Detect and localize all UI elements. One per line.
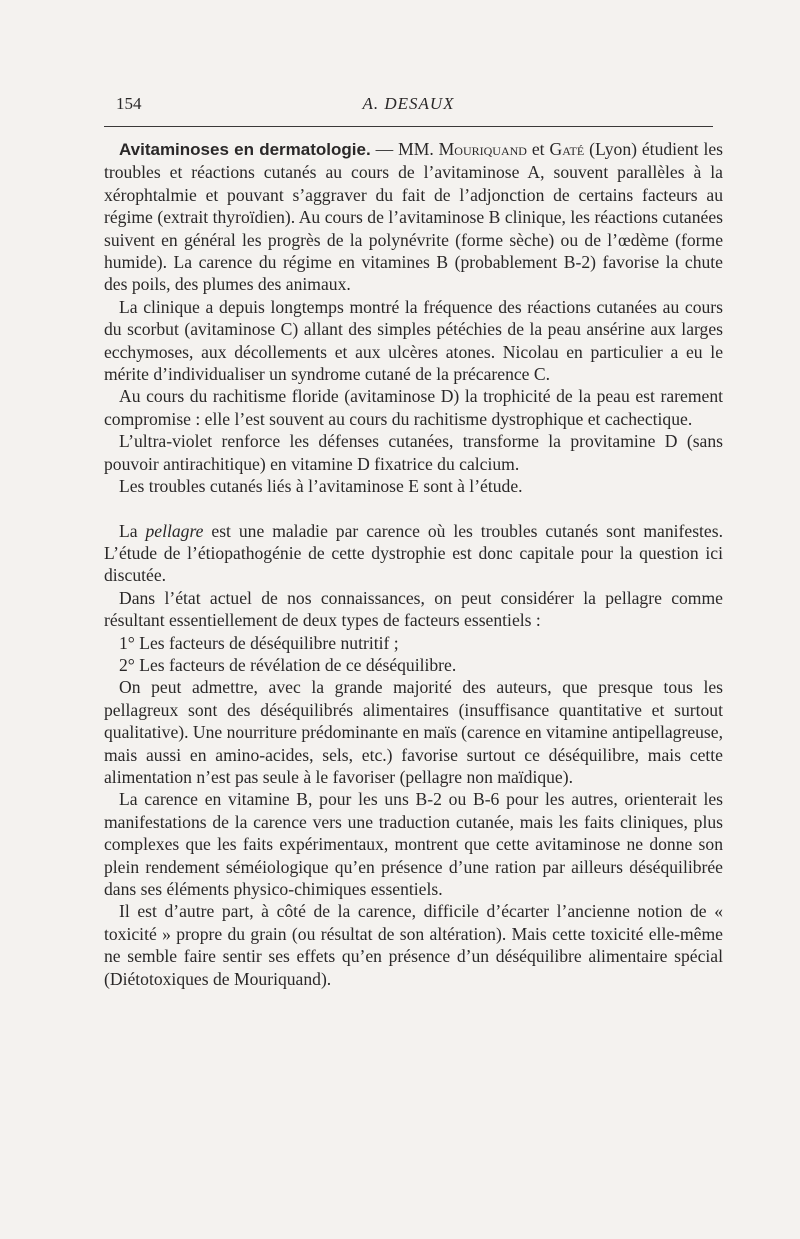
paragraph-scorbut: La clinique a depuis longtemps montré la fréquence des réactions cutanées au cours du scorbut (avitaminose C) allant des simples pétéchies de la peau ansérine aux larges ecchymoses, aux décollements et aux ulcères atones. Nicolau en particulier a eu le mérite d’individualiser un syndrome cutané de la précarence C. <box>104 296 723 385</box>
list-item-2: 2° Les facteurs de révélation de ce déséquilibre. <box>119 654 457 675</box>
header-rule <box>104 126 713 127</box>
paragraph-toxicite: Il est d’autre part, à côté de la carence, difficile d’écarter l’ancienne notion de « toxicité » propre du grain (ou résultat de son altération). Mais cette toxicité elle-même ne semble faire sentir ses effets qu’en présence d’un déséquilibre alimentaire spécial (Diétotoxiques de Mouriquand). <box>104 901 723 989</box>
authors-prefix: — MM. <box>370 139 439 159</box>
paragraph-admettre: On peut admettre, avec la grande majorité des auteurs, que presque tous les pellagreux sont des déséquilibrés alimentaires (insuffisance quantitative et surtout qualitative). Une nourriture prédominante en maïs (carence en vitamine antipellagreuse, mais aussi en amino-acides, sels, etc.) favorise surtout ce déséquilibre, mais cette alimentation n’est pas seule à le favoriser (pellagre non maïdique). <box>104 677 723 787</box>
paragraph-pellagre <box>104 520 723 587</box>
body-text <box>104 138 723 990</box>
pellagre-prefix: La <box>119 520 146 541</box>
paragraph-etat-actuel: Dans l’état actuel de nos connaissances, on peut considérer la pellagre comme résultant essentiellement de deux types de facteurs essentiels : <box>104 587 723 631</box>
paragraph-rachitisme: Au cours du rachitisme floride (avitaminose D) la trophicité de la peau est rarement compromise : elle l’est souvent au cours du rachitisme dystrophique et cachectique. <box>104 386 723 429</box>
page-number: 154 <box>116 94 142 113</box>
list-item-1: 1° Les facteurs de déséquilibre nutritif ; <box>119 632 399 653</box>
author-gate: Gaté <box>549 139 585 159</box>
running-head-author: A. DESAUX <box>362 94 455 113</box>
pellagre-term: pellagre <box>145 520 204 541</box>
pellagre-text: est une maladie par carence où les troubles cutanés sont manifestes. L’étude de l’étiopathogénie de cette dystrophie est donc capitale pour la question ici discutée. <box>104 520 723 586</box>
section-title: Avitaminoses en dermatologie. <box>119 140 371 159</box>
section-text: (Lyon) étudient les troubles et réactions cutanés au cours de l’avitaminose A, souvent parallèles à la xérophtalmie et pouvant s’aggraver du fait de l’adjonction de certains facteurs au régime (extrait thyroïdien). Au cours de l’avitaminose B clinique, les réactions cutanées suivent en général les progrès de la polynévrite (forme sèche) ou de l’œdème (forme humide). La carence du régime en vitamines B (probablement B-2) favorise la chute des poils, des plumes des animaux. <box>104 139 723 295</box>
paragraph-avitaminose-e: Les troubles cutanés liés à l’avitaminose E sont à l’étude. <box>119 476 523 497</box>
paragraph-carence-b: La carence en vitamine B, pour les uns B-2 ou B-6 pour les autres, orienterait les manifestations de la carence vers une traduction cutanée, mais les faits cliniques, plus complexes que les faits expérimentaux, montrent que cette avitaminose ne donne son plein rendement séméiologique qu’en présence d’une ration par ailleurs déséquilibrée dans ses éléments physico-chimiques essentiels. <box>104 789 723 899</box>
running-head <box>104 92 713 118</box>
author-mouriquand: Mouriquand <box>438 139 527 159</box>
author-join: et <box>526 139 550 159</box>
paragraph-ultra-violet: L’ultra-violet renforce les défenses cutanées, transforme la provitamine D (sans pouvoir antirachitique) en vitamine D fixatrice du calcium. <box>104 431 723 474</box>
paragraph-avitaminoses <box>104 138 723 296</box>
